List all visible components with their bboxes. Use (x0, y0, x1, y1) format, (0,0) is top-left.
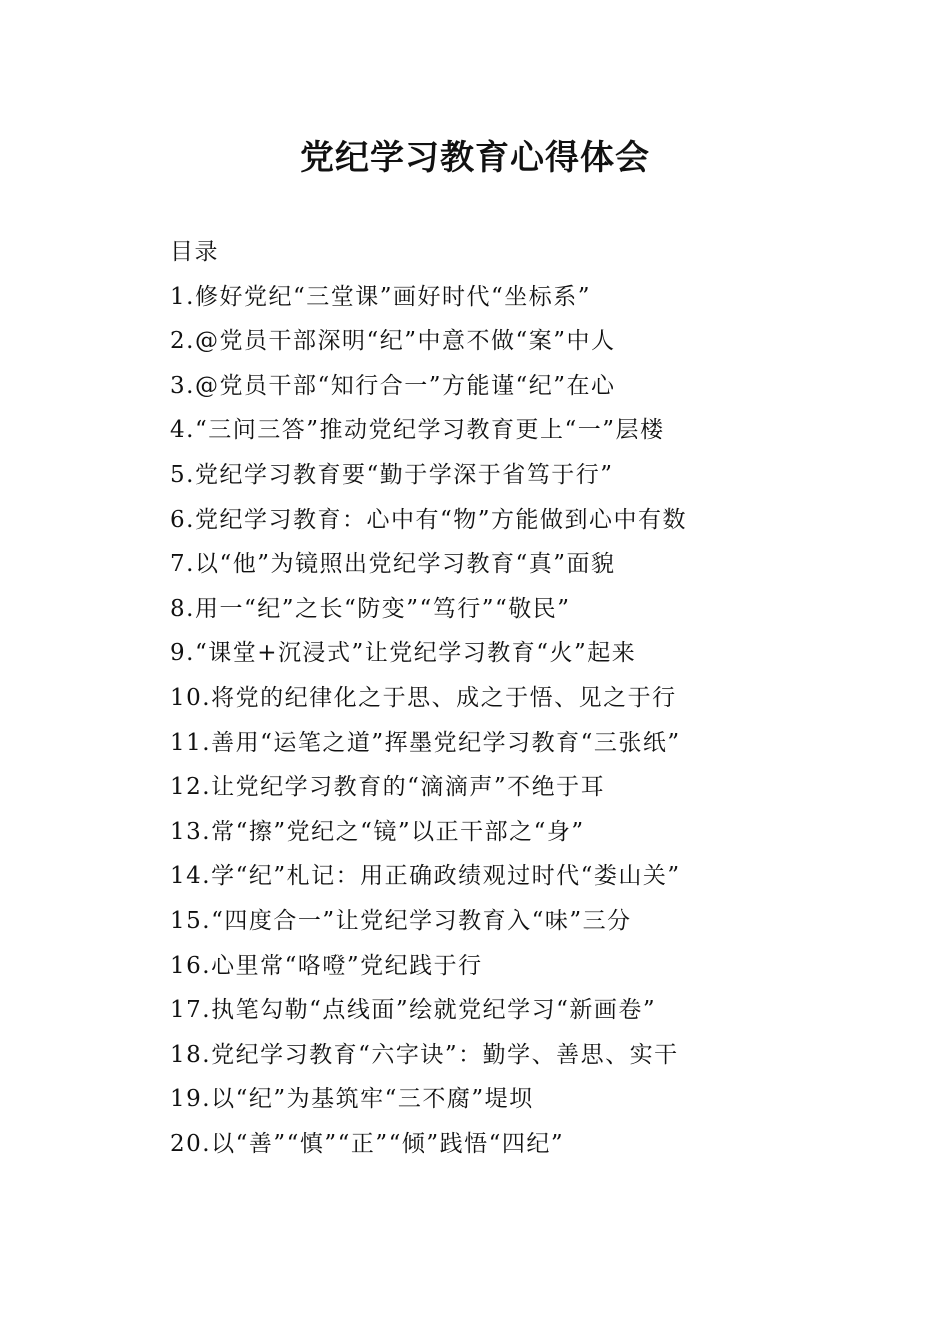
toc-list (170, 275, 870, 1167)
toc-item: 19.以“纪”为基筑牢“三不腐”堤坝 (170, 1086, 534, 1113)
toc-item: 17.执笔勾勒“点线面”绘就党纪学习“新画卷” (170, 997, 657, 1024)
table-of-contents (170, 230, 870, 1166)
toc-item: 2.@党员干部深明“纪”中意不做“案”中人 (170, 328, 616, 355)
toc-item: 20.以“善”“慎”“正”“倾”践悟“四纪” (170, 1130, 565, 1157)
toc-item: 9.“课堂+沉浸式”让党纪学习教育“火”起来 (170, 640, 637, 667)
page-title: 党纪学习教育心得体会 (300, 138, 650, 178)
toc-item: 12.让党纪学习教育的“滴滴声”不绝于耳 (170, 774, 606, 801)
toc-item: 15.“四度合一”让党纪学习教育入“味”三分 (170, 907, 632, 934)
toc-item: 10.将党的纪律化之于思、成之于悟、见之于行 (170, 684, 677, 711)
toc-item: 4.“三问三答”推动党纪学习教育更上“一”层楼 (170, 417, 665, 444)
toc-item: 3.@党员干部“知行合一”方能谨“纪”在心 (170, 372, 616, 399)
toc-item: 13.常“擦”党纪之“镜”以正干部之“身” (170, 818, 585, 845)
toc-item: 8.用一“纪”之长“防变”“笃行”“敬民” (170, 595, 571, 622)
toc-item: 16.心里常“咯噔”党纪践于行 (170, 952, 483, 979)
toc-item: 5.党纪学习教育要“勤于学深于省笃于行” (170, 461, 614, 488)
toc-item: 14.学“纪”札记：用正确政绩观过时代“娄山关” (170, 863, 681, 890)
toc-item: 11.善用“运笔之道”挥墨党纪学习教育“三张纸” (170, 729, 681, 756)
toc-heading: 目录 (170, 239, 219, 265)
toc-item: 18.党纪学习教育“六字诀”：勤学、善思、实干 (170, 1041, 679, 1068)
toc-item: 7.以“他”为镜照出党纪学习教育“真”面貌 (170, 551, 616, 578)
toc-item: 6.党纪学习教育：心中有“物”方能做到心中有数 (170, 506, 687, 533)
toc-item: 1.修好党纪“三堂课”画好时代“坐标系” (170, 283, 591, 310)
